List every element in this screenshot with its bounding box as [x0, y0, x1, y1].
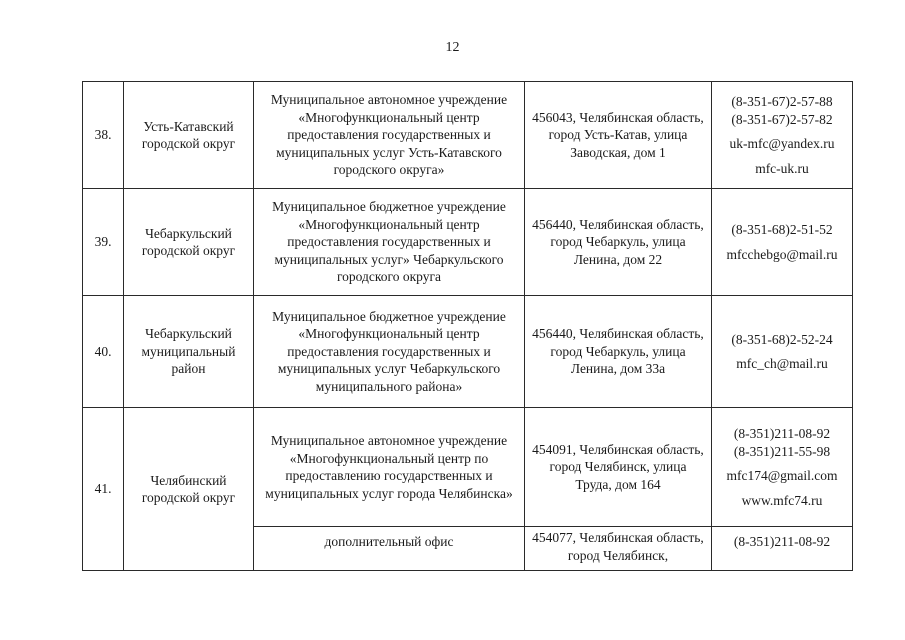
address-cell: 456043, Челябинская область, город Усть-Катав, улица Заводская, дом 1 — [525, 82, 712, 189]
district-cell: Челябинский городской округ — [124, 408, 254, 571]
address-cell: 454091, Челябинская область, город Челябинск, улица Труда, дом 164 — [525, 408, 712, 527]
contacts-cell — [712, 296, 853, 408]
organization-cell: Муниципальное автономное учреждение «Многофункциональный центр по предоставлению государственных и муниципальных услуг города Челябинска» — [254, 408, 525, 527]
website-link[interactable]: www.mfc74.ru — [741, 492, 823, 508]
extra-office-phone-cell: (8-351)211-08-92 — [712, 527, 853, 571]
organization-cell: Муниципальное бюджетное учреждение «Многофункциональный центр предоставления государственных и муниципальных услуг Чебаркульского муниципального района» — [254, 296, 525, 408]
mfc-table — [82, 81, 853, 571]
email-link[interactable]: mfc174@gmail.com — [726, 468, 838, 483]
contacts-cell — [712, 189, 853, 296]
email-link[interactable]: mfc_ch@mail.ru — [736, 356, 828, 371]
website-link[interactable]: mfc-uk.ru — [755, 160, 809, 176]
phone: (8-351-67)2-57-82 — [731, 111, 833, 127]
email-link[interactable]: uk-mfc@yandex.ru — [729, 136, 835, 151]
district-cell: Усть-Катавский городской округ — [124, 82, 254, 189]
row-number: 39. — [83, 189, 124, 296]
phone: (8-351-68)2-52-24 — [731, 331, 833, 347]
district-cell: Чебаркульский городской округ — [124, 189, 254, 296]
table-row — [83, 82, 853, 189]
row-number: 38. — [83, 82, 124, 189]
district-cell: Чебаркульский муниципальный район — [124, 296, 254, 408]
contacts-cell — [712, 82, 853, 189]
table-row — [83, 408, 853, 527]
extra-office-cell: дополнительный офис — [254, 527, 525, 571]
table-row — [83, 189, 853, 296]
contacts-cell — [712, 408, 853, 527]
email-link[interactable]: mfcchebgo@mail.ru — [726, 246, 838, 262]
address-cell: 456440, Челябинская область, город Чебаркуль, улица Ленина, дом 33а — [525, 296, 712, 408]
row-number: 41. — [83, 408, 124, 571]
phone: (8-351-68)2-51-52 — [731, 222, 833, 237]
extra-office-address-cell: 454077, Челябинская область, город Челябинск, — [525, 527, 712, 571]
organization-cell: Муниципальное бюджетное учреждение «Многофункциональный центр предоставления государственных и муниципальных услуг» Чебаркульского городского округа — [254, 189, 525, 296]
page-number: 12 — [445, 40, 460, 55]
row-number: 40. — [83, 296, 124, 408]
address-cell: 456440, Челябинская область, город Чебаркуль, улица Ленина, дом 22 — [525, 189, 712, 296]
phone: (8-351-67)2-57-88 — [731, 94, 833, 109]
organization-cell: Муниципальное автономное учреждение «Многофункциональный центр предоставления государственных и муниципальных услуг Усть-Катавского городского округа» — [254, 82, 525, 189]
table-row — [83, 296, 853, 408]
phone: (8-351)211-55-98 — [733, 443, 831, 459]
phone: (8-351)211-08-92 — [733, 426, 831, 441]
